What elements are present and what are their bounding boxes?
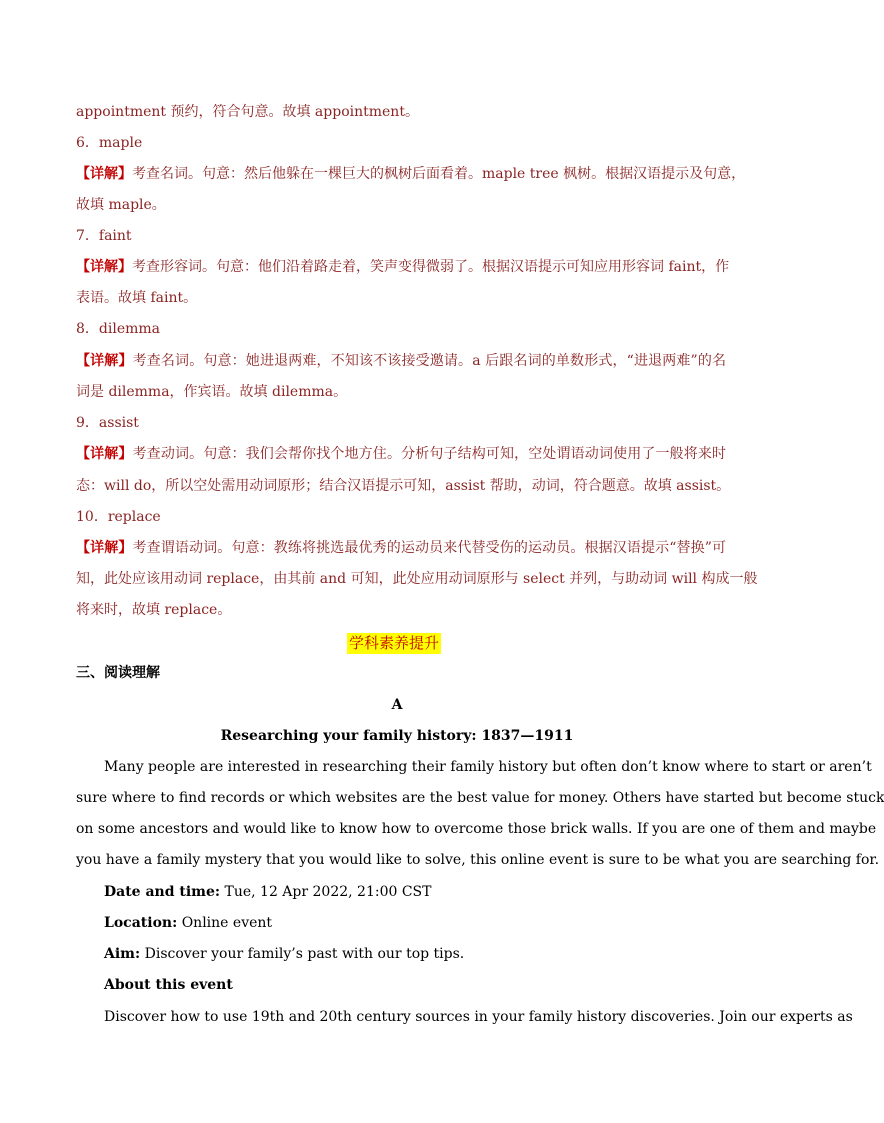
passage-para-1-line-3: on some ancestors and would like to know how to overcome those brick walls. If you are one of them and maybe xyxy=(76,821,877,837)
section-title: 三、阅读理解 xyxy=(76,665,160,681)
answer-9-label: 9．assist xyxy=(76,415,139,431)
answer-9-detail-line-2: 态：will do，所以空处需用动词原形；结合汉语提示可知，assist 帮助，动词，符合题意。故填 assist。 xyxy=(76,478,731,494)
passage-para-1-line-1: Many people are interested in researching their family history but often don’t know where to start or aren’t xyxy=(104,759,872,775)
detail-text: 考查动词。句意：我们会帮你找个地方住。分析句子结构可知，空处谓语动词使用了一般将来时 xyxy=(132,446,727,462)
detail-text: 考查谓语动词。句意：教练将挑选最优秀的运动员来代替受伤的运动员。根据汉语提示“替换”可 xyxy=(132,540,727,556)
date-label: Date and time: xyxy=(104,884,221,900)
event-location xyxy=(104,913,272,933)
answer-10-label: 10．replace xyxy=(76,509,161,525)
location-label: Location: xyxy=(104,915,178,931)
about-heading: About this event xyxy=(104,977,233,993)
detail-text: 考查名词。句意：然后他躲在一棵巨大的枫树后面看着。maple tree 枫树。根据汉语提示及句意， xyxy=(132,166,746,182)
answer-8-detail-line-1 xyxy=(76,351,726,371)
answer-8-label: 8．dilemma xyxy=(76,321,161,337)
answer-9-detail-line-1 xyxy=(76,444,726,464)
detail-label: 【详解】 xyxy=(76,259,132,275)
detail-text: 考查名词。句意：她进退两难，不知该不该接受邀请。a 后跟名词的单数形式，“进退两难”的名 xyxy=(132,353,727,369)
answer-7-detail-line-1 xyxy=(76,257,730,277)
aim-value: Discover your family’s past with our top tips. xyxy=(144,946,465,962)
passage-letter: A xyxy=(391,697,403,713)
passage-para-2-line-1: Discover how to use 19th and 20th century sources in your family history discoveries. Join our experts as xyxy=(104,1009,853,1025)
detail-label: 【详解】 xyxy=(76,166,132,182)
answer-6-detail-line-1 xyxy=(76,164,746,184)
section-banner: 学科素养提升 xyxy=(349,634,440,652)
passage-para-1-line-4: you have a family mystery that you would like to solve, this online event is sure to be what you are searching for. xyxy=(76,852,880,868)
answer-6-detail-line-2: 故填 maple。 xyxy=(76,197,166,213)
location-value: Online event xyxy=(181,915,273,931)
date-value: Tue, 12 Apr 2022, 21:00 CST xyxy=(224,884,432,900)
detail-text: 考查形容词。句意：他们沿着路走着，笑声变得微弱了。根据汉语提示可知应用形容词 faint，作 xyxy=(132,259,730,275)
answer-10-detail-line-3: 将来时，故填 replace。 xyxy=(76,602,232,618)
answer-5-tail: appointment 预约，符合句意。故填 appointment。 xyxy=(76,104,419,120)
detail-label: 【详解】 xyxy=(76,446,133,462)
passage-para-1-line-2: sure where to find records or which websites are the best value for money. Others have started but become stuck xyxy=(76,790,884,806)
aim-label: Aim: xyxy=(104,946,141,962)
passage-title: Researching your family history: 1837—1911 xyxy=(220,728,574,744)
event-aim xyxy=(104,944,464,964)
answer-8-detail-line-2: 词是 dilemma，作宾语。故填 dilemma。 xyxy=(76,384,348,400)
answer-10-detail-line-1 xyxy=(76,538,726,558)
event-date xyxy=(104,882,432,902)
answer-7-detail-line-2: 表语。故填 faint。 xyxy=(76,290,198,306)
detail-label: 【详解】 xyxy=(76,540,133,556)
answer-10-detail-line-2: 知，此处应该用动词 replace，由其前 and 可知，此处应用动词原形与 select 并列，与助动词 will 构成一般 xyxy=(76,571,758,587)
detail-label: 【详解】 xyxy=(76,353,133,369)
answer-7-label: 7．faint xyxy=(76,228,132,244)
answer-6-label: 6．maple xyxy=(76,135,143,151)
